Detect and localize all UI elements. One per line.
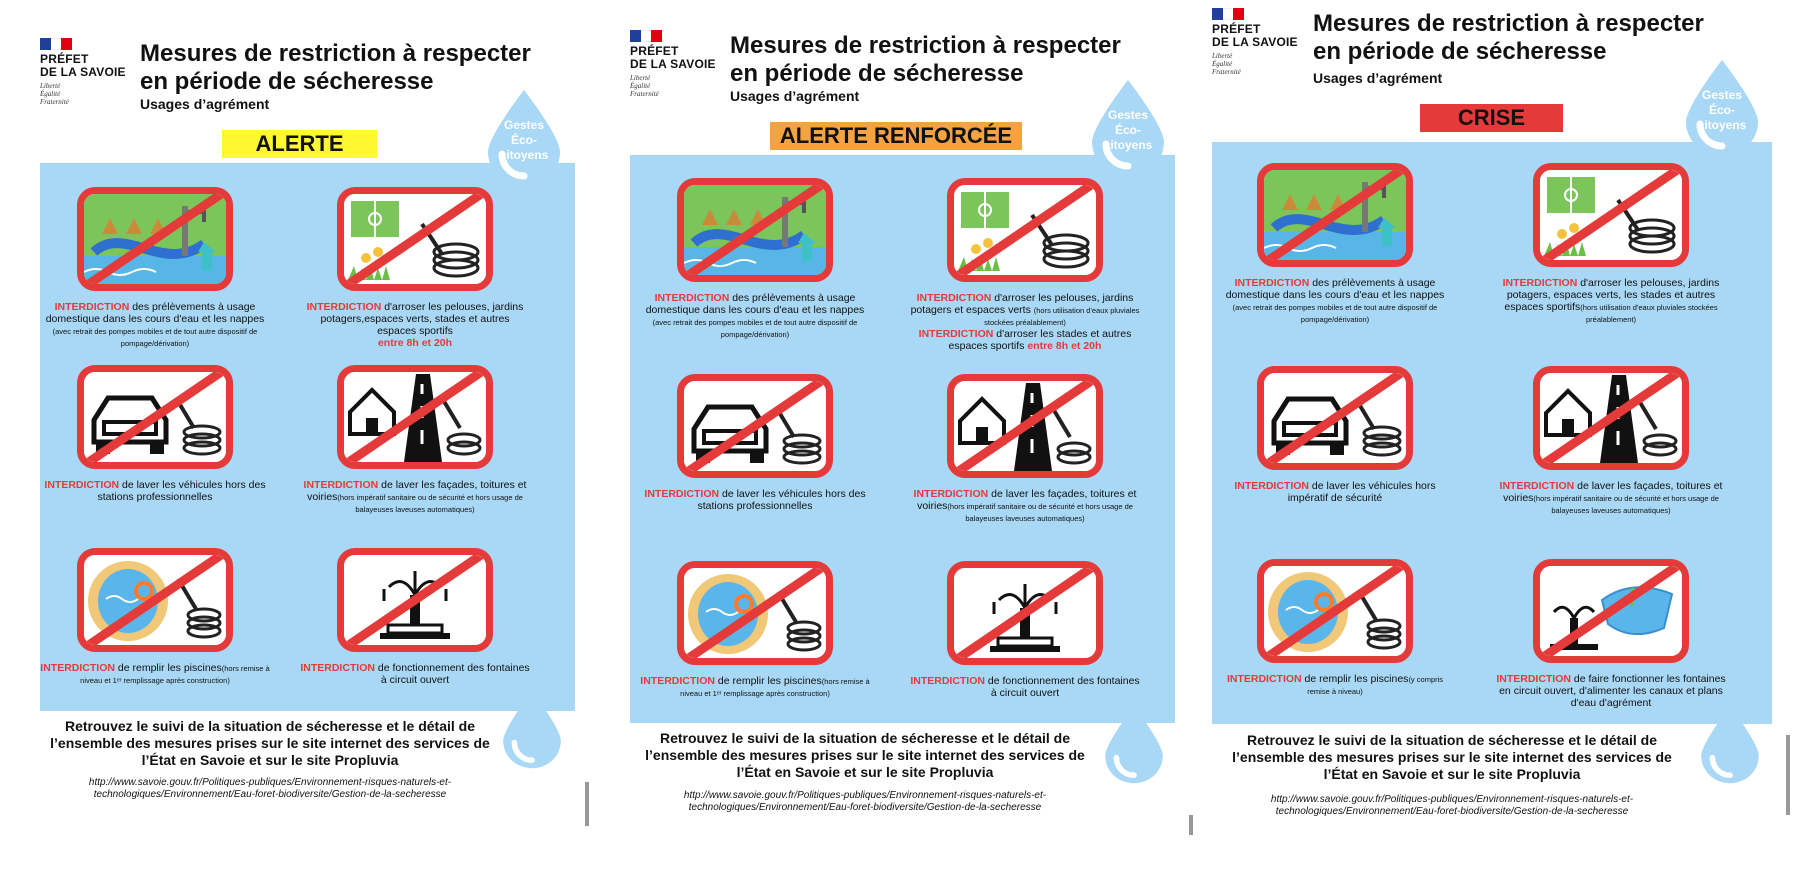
french-flag-icon: [40, 38, 72, 50]
prefet-savoie-logo: [1212, 8, 1312, 76]
motto-liberte: Liberté: [630, 74, 651, 82]
prohibition-slash-icon: [684, 381, 826, 471]
motto-egalite: Égalité: [630, 82, 651, 90]
restriction-caption: [300, 479, 530, 515]
restriction-item: [40, 187, 270, 349]
prohibition-slash-icon: [84, 372, 226, 462]
restriction-note: (avec retrait des pompes mobiles et de tout autre dispositif de pompage/dérivation): [52, 327, 258, 348]
restriction-item: [640, 561, 870, 699]
interdiction-keyword: INTERDICTION: [44, 479, 120, 491]
gestes-line-1: Gestes: [1107, 108, 1149, 122]
interdiction-keyword: INTERDICTION: [303, 479, 379, 491]
footer-text: Retrouvez le suivi de la situation de sécheresse et le détail de l’ensemble des mesures prises sur le site internet des services de l’État en Savoie et sur le site Propluvia: [50, 718, 490, 768]
restriction-caption: [910, 488, 1140, 524]
restriction-note: (hors impératif sanitaire ou de sécurité et hors usage de balayeuses laveuses automatiques): [1533, 494, 1719, 515]
restriction-item: [640, 178, 870, 340]
info-url[interactable]: [630, 790, 1100, 814]
scrollbar[interactable]: [1786, 735, 1790, 815]
restriction-caption: [1496, 673, 1726, 709]
restriction-note: (y compris remise à niveau): [1307, 675, 1444, 696]
logo-motto: [630, 74, 730, 98]
motto-fraternite: Fraternité: [40, 98, 69, 106]
french-flag-icon: [630, 30, 662, 42]
motto-fraternite: Fraternité: [630, 90, 659, 98]
prohibition-slash-icon: [1264, 566, 1406, 656]
scrollbar[interactable]: [1189, 815, 1193, 835]
prohibition-slash-icon: [84, 555, 226, 645]
restriction-note: (avec retrait des pompes mobiles et de tout autre dispositif de pompage/dérivation): [1232, 303, 1438, 324]
logo-line-1: PRÉFET: [630, 44, 679, 58]
interdiction-keyword: INTERDICTION: [1502, 277, 1578, 289]
restriction-item: [910, 561, 1140, 699]
gestes-eco-citoyens-drop: [1682, 58, 1762, 156]
restriction-note: (hors utilisation d'eaux pluviales stockées préalablement): [1580, 303, 1718, 324]
logo-line-1: PRÉFET: [40, 52, 89, 66]
restriction-item: [1496, 163, 1726, 325]
url-line-1: http://www.savoie.gouv.fr/Politiques-publiques/Environnement-risques-naturels-et-: [88, 777, 452, 788]
restriction-text: de remplir les piscines: [114, 662, 222, 674]
prohibition-slash-icon: [954, 381, 1096, 471]
prohibition-slash-icon: [84, 194, 226, 284]
motto-liberte: Liberté: [40, 82, 61, 90]
prohibition-slash-icon: [684, 568, 826, 658]
interdiction-keyword: INTERDICTION: [1226, 673, 1302, 685]
interdiction-keyword: INTERDICTION: [913, 488, 989, 500]
prohibition-slash-icon: [684, 185, 826, 275]
gestes-line-2: Éco-: [1708, 103, 1735, 117]
poster-crise: [1212, 0, 1772, 840]
restriction-note: (hors utilisation d'eaux pluviales stockées préalablement): [984, 306, 1140, 327]
prohibition-slash-icon: [344, 555, 486, 645]
url-line-1: http://www.savoie.gouv.fr/Politiques-publiques/Environnement-risques-naturels-et-: [683, 790, 1047, 801]
alert-level-badge: ALERTE RENFORCÉE: [770, 122, 1022, 150]
title-line-2: en période de sécheresse: [730, 60, 1024, 87]
restriction-caption: [1220, 277, 1450, 325]
restriction-text: de remplir les piscines: [714, 675, 822, 687]
interdiction-keyword: INTERDICTION: [918, 328, 994, 340]
restriction-text: de faire fonctionner les fontaines en circuit ouvert, d'alimenter les canaux et plans d'eau d'agrément: [1499, 673, 1726, 709]
gestes-line-3: citoyens: [1103, 138, 1153, 152]
poster-subtitle: Usages d’agrément: [140, 96, 270, 112]
title-line-2: en période de sécheresse: [140, 68, 434, 95]
restriction-text: des prélèvements à usage domestique dans les cours d'eau et les nappes: [45, 301, 265, 325]
prohibition-sign: [337, 548, 493, 652]
interdiction-keyword: INTERDICTION: [300, 662, 375, 674]
restriction-item: [1496, 559, 1726, 709]
restriction-text: de fonctionnement des fontaines à circuit ouvert: [984, 675, 1140, 699]
title-line-2: en période de sécheresse: [1313, 38, 1607, 65]
url-line-2: technologiques/Environnement/Eau-foret-biodiversite/Gestion-de-la-secheresse: [1275, 806, 1629, 817]
restriction-caption: [910, 675, 1140, 699]
restriction-caption: [1220, 480, 1450, 504]
prohibition-slash-icon: [954, 185, 1096, 275]
logo-line-2: DE LA SAVOIE: [1212, 35, 1298, 49]
gestes-label: [1682, 88, 1762, 133]
prohibition-slash-icon: [954, 568, 1096, 658]
prohibition-sign: [947, 178, 1103, 282]
interdiction-keyword: INTERDICTION: [654, 292, 730, 304]
gestes-line-2: Éco-: [1114, 123, 1141, 137]
url-line-1: http://www.savoie.gouv.fr/Politiques-publiques/Environnement-risques-naturels-et-: [1270, 794, 1634, 805]
gestes-line-3: citoyens: [499, 148, 549, 162]
poster-subtitle: Usages d’agrément: [730, 88, 860, 104]
interdiction-keyword: INTERDICTION: [644, 488, 720, 500]
motto-liberte: Liberté: [1212, 52, 1233, 60]
restriction-text: d'arroser les pelouses, jardins potagers,espaces verts, stades et autres espaces sportifs: [320, 301, 524, 337]
gestes-line-3: citoyens: [1697, 118, 1747, 132]
interdiction-keyword: INTERDICTION: [916, 292, 992, 304]
restriction-text: d'arroser les pelouses, jardins potagers, espaces verts, les stades et autres espaces sportifs: [1504, 277, 1720, 313]
logo-line-2: DE LA SAVOIE: [40, 65, 126, 79]
restriction-note: (avec retrait des pompes mobiles et de tout autre dispositif de pompage/dérivation): [652, 318, 858, 339]
footer-text: Retrouvez le suivi de la situation de sécheresse et le détail de l’ensemble des mesures prises sur le site internet des services de l’État en Savoie et sur le site Propluvia: [1232, 732, 1672, 782]
logo-motto: [1212, 52, 1312, 76]
prohibition-sign: [77, 365, 233, 469]
restriction-caption: [40, 662, 270, 686]
restriction-caption: [640, 292, 870, 340]
poster-alerte: [40, 0, 575, 840]
prohibition-sign: [337, 187, 493, 291]
restriction-text: de laver les véhicules hors des stations professionnelles: [97, 479, 266, 503]
restriction-note: (hors remise à niveau et 1ᵉʳ remplissage après construction): [680, 677, 870, 698]
prohibition-sign: [337, 365, 493, 469]
gestes-line-2: Éco-: [510, 133, 537, 147]
prohibition-slash-icon: [1540, 566, 1682, 656]
restriction-text: de laver les façades, toitures et voiries: [1503, 480, 1723, 504]
prohibition-sign: [947, 374, 1103, 478]
restriction-caption: [640, 488, 870, 512]
restriction-item: [300, 187, 530, 349]
url-line-2: technologiques/Environnement/Eau-foret-biodiversite/Gestion-de-la-secheresse: [688, 802, 1042, 813]
prohibition-sign: [1257, 163, 1413, 267]
gestes-line-1: Gestes: [1701, 88, 1743, 102]
restriction-item: [910, 178, 1140, 352]
poster-subtitle: Usages d’agrément: [1313, 70, 1443, 86]
restriction-text: de laver les façades, toitures et voiries: [917, 488, 1137, 512]
water-drop-icon: [1102, 700, 1166, 793]
restriction-caption: [300, 662, 530, 686]
logo-line-2: DE LA SAVOIE: [630, 57, 716, 71]
title-line-1: Mesures de restriction à respecter: [730, 32, 1121, 59]
interdiction-keyword: INTERDICTION: [1496, 673, 1571, 685]
restriction-item: [1220, 163, 1450, 325]
restriction-text: d'arroser les stades et autres espaces sportifs: [948, 328, 1132, 352]
title-line-1: Mesures de restriction à respecter: [140, 40, 531, 67]
prohibition-slash-icon: [1264, 170, 1406, 260]
gestes-label: [1088, 108, 1168, 153]
interdiction-keyword: INTERDICTION: [40, 662, 115, 674]
restriction-item: [300, 365, 530, 515]
scrollbar[interactable]: [585, 782, 589, 826]
restriction-text: de laver les façades, toitures et voiries: [307, 479, 527, 503]
url-line-2: technologiques/Environnement/Eau-foret-biodiversite/Gestion-de-la-secheresse: [93, 789, 447, 800]
motto-fraternite: Fraternité: [1212, 68, 1241, 76]
prefet-savoie-logo: [630, 30, 730, 98]
footer-text: Retrouvez le suivi de la situation de sécheresse et le détail de l’ensemble des mesures prises sur le site internet des services de l’État en Savoie et sur le site Propluvia: [645, 730, 1085, 780]
prohibition-sign: [1533, 163, 1689, 267]
gestes-label: [484, 118, 564, 163]
prohibition-sign: [677, 374, 833, 478]
poster-alerte-renforcée: [630, 0, 1185, 840]
info-url[interactable]: [40, 777, 500, 801]
prohibition-slash-icon: [1540, 373, 1682, 463]
restriction-caption: [1220, 673, 1450, 697]
restriction-text: des prélèvements à usage domestique dans les cours d'eau et les nappes: [1225, 277, 1445, 301]
prohibition-sign: [77, 187, 233, 291]
restriction-caption: [1496, 277, 1726, 325]
interdiction-keyword: INTERDICTION: [306, 301, 382, 313]
motto-egalite: Égalité: [40, 90, 61, 98]
restriction-item: [1220, 559, 1450, 697]
water-drop-icon: [500, 685, 564, 778]
logo-motto: [40, 82, 140, 106]
interdiction-keyword: INTERDICTION: [910, 675, 985, 687]
info-url[interactable]: [1212, 794, 1692, 818]
restriction-note: (hors impératif sanitaire ou de sécurité et hors usage de balayeuses laveuses automatiques): [947, 502, 1133, 523]
restriction-caption: [40, 301, 270, 349]
logo-line-1: PRÉFET: [1212, 22, 1261, 36]
restriction-text: des prélèvements à usage domestique dans les cours d'eau et les nappes: [645, 292, 865, 316]
restriction-item: [640, 374, 870, 512]
interdiction-keyword: INTERDICTION: [1234, 480, 1309, 492]
title-line-1: Mesures de restriction à respecter: [1313, 10, 1704, 37]
restriction-item: [40, 365, 270, 503]
prohibition-slash-icon: [344, 372, 486, 462]
prohibition-sign: [677, 561, 833, 665]
restriction-text: de laver les véhicules hors des stations professionnelles: [697, 488, 866, 512]
time-window: entre 8h et 20h: [1027, 340, 1102, 352]
restriction-item: [910, 374, 1140, 524]
restriction-item: [300, 548, 530, 686]
gestes-eco-citoyens-drop: [1088, 78, 1168, 176]
prefet-savoie-logo: [40, 38, 140, 106]
restriction-text: de laver les véhicules hors impératif de sécurité: [1287, 480, 1436, 504]
alert-level-badge: CRISE: [1420, 104, 1563, 132]
restriction-caption: [1496, 480, 1726, 516]
prohibition-sign: [77, 548, 233, 652]
prohibition-slash-icon: [1264, 373, 1406, 463]
restriction-text: de fonctionnement des fontaines à circuit ouvert: [374, 662, 530, 686]
gestes-line-1: Gestes: [503, 118, 545, 132]
interdiction-keyword: INTERDICTION: [1234, 277, 1310, 289]
prohibition-slash-icon: [1540, 170, 1682, 260]
water-drop-icon: [1698, 700, 1762, 793]
prohibition-sign: [1257, 366, 1413, 470]
prohibition-sign: [947, 561, 1103, 665]
prohibition-sign: [1257, 559, 1413, 663]
time-window: entre 8h et 20h: [377, 337, 453, 349]
restriction-text: d'arroser les pelouses, jardins potagers et espaces verts: [910, 292, 1134, 316]
interdiction-keyword: INTERDICTION: [640, 675, 715, 687]
restriction-text: de remplir les piscines: [1301, 673, 1409, 685]
restriction-note: (hors impératif sanitaire ou de sécurité et hors usage de balayeuses laveuses automatiques): [337, 493, 523, 514]
motto-egalite: Égalité: [1212, 60, 1233, 68]
restriction-note: (hors remise à niveau et 1ᵉʳ remplissage après construction): [80, 664, 270, 685]
restriction-caption: [40, 479, 270, 503]
restriction-item: [40, 548, 270, 686]
gestes-eco-citoyens-drop: [484, 88, 564, 186]
restriction-item: [1496, 366, 1726, 516]
prohibition-sign: [677, 178, 833, 282]
alert-level-badge: ALERTE: [222, 130, 377, 158]
prohibition-sign: [1533, 366, 1689, 470]
restriction-item: [1220, 366, 1450, 504]
prohibition-sign: [1533, 559, 1689, 663]
restriction-caption: [300, 301, 530, 349]
restriction-caption: [640, 675, 870, 699]
prohibition-slash-icon: [344, 194, 486, 284]
restriction-caption: [910, 292, 1140, 352]
french-flag-icon: [1212, 8, 1244, 20]
interdiction-keyword: INTERDICTION: [1499, 480, 1575, 492]
interdiction-keyword: INTERDICTION: [54, 301, 130, 313]
